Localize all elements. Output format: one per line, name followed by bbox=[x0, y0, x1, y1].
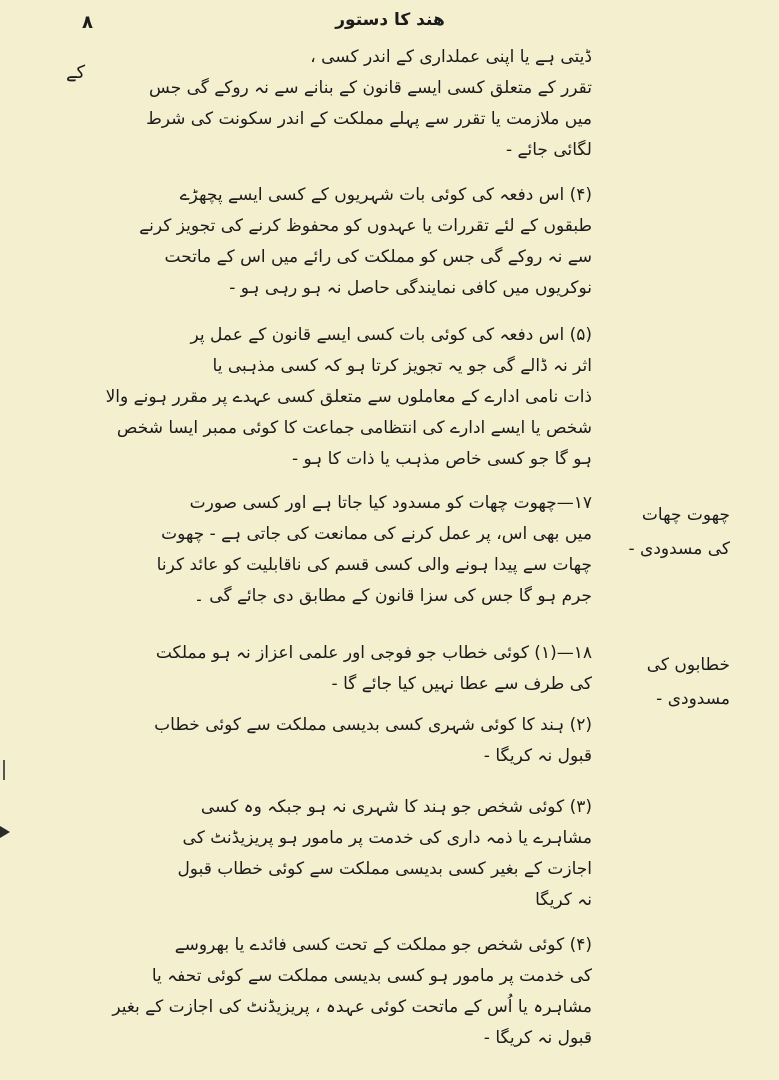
paragraph-continuation bbox=[92, 42, 592, 166]
text-line: (۴) کوئی شخص جو مملکت کے تحت کسی فائدے یا بھروسے bbox=[174, 935, 592, 955]
side-note-line: کی مسدودی - bbox=[628, 539, 730, 559]
text-line: میں ملازمت یا تقرر سے پہلے مملکت کے اندر سکونت کی شرط bbox=[146, 109, 592, 129]
side-note-line: خطابوں کی bbox=[646, 655, 730, 675]
text-line: (۴) اس دفعہ کی کوئی بات شہریوں کے کسی ایسے پچھڑے bbox=[179, 185, 592, 205]
text-line: ۱۷—چھوت چھات کو مسدود کیا جاتا ہے اور کسی صورت bbox=[189, 493, 592, 513]
text-line: قبول نہ کریگا - bbox=[483, 1028, 592, 1048]
text-line: طبقوں کے لئے تقررات یا عہدوں کو محفوظ کرنے کی تجویز کرنے bbox=[139, 216, 592, 236]
text-line: میں بھی اس، پر عمل کرنے کی ممانعت کی جاتی ہے - چھوت bbox=[161, 524, 592, 544]
text-line: ہو گا جو کسی خاص مذہب یا ذات کا ہو - bbox=[291, 449, 592, 469]
side-note-titles bbox=[600, 648, 730, 716]
text-line: اجازت کے بغیر کسی بدیسی مملکت سے کوئی خطاب قبول bbox=[177, 859, 592, 879]
text-line: چھات سے پیدا ہونے والی کسی قسم کی ناقابلیت کو عائد کرنا bbox=[156, 555, 592, 575]
article-18-2 bbox=[92, 710, 592, 772]
article-18-1 bbox=[92, 638, 592, 700]
text-line: ذات نامی ادارے کے معاملوں سے متعلق کسی عہدے پر مقرر ہونے والا bbox=[105, 387, 592, 407]
stray-mark: کے bbox=[66, 62, 86, 83]
side-note-line: مسدودی - bbox=[656, 689, 730, 709]
page-number: ٨ bbox=[82, 12, 93, 33]
text-line: مشاہرہ یا اُس کے ماتحت کوئی عہدہ ، پریزیڈنٹ کی اجازت کے بغیر bbox=[112, 997, 592, 1017]
text-line: قبول نہ کریگا - bbox=[483, 746, 592, 766]
text-line: شخص یا ایسے ادارے کی انتظامی جماعت کا کوئی ممبر ایسا شخص bbox=[116, 418, 592, 438]
clause-15-4 bbox=[92, 180, 592, 304]
article-18-3 bbox=[92, 792, 592, 916]
article-18-4 bbox=[92, 930, 592, 1054]
text-line: ڈیتی ہے یا اپنی عملداری کے اندر کسی ، bbox=[310, 47, 592, 67]
clause-15-5 bbox=[92, 320, 592, 475]
side-note-untouchability bbox=[600, 498, 730, 566]
text-line: نوکریوں میں کافی نمایندگی حاصل نہ ہو رہی ہو - bbox=[229, 278, 592, 298]
text-line: کی خدمت پر مامور ہو کسی بدیسی مملکت سے کوئی تحفہ یا bbox=[151, 966, 592, 986]
article-17 bbox=[92, 488, 592, 612]
text-line: اثر نہ ڈالے گی جو یہ تجویز کرتا ہو کہ کسی مذہبی یا bbox=[212, 356, 592, 376]
text-line: (۲) ہند کا کوئی شہری کسی بدیسی مملکت سے کوئی خطاب bbox=[154, 715, 592, 735]
text-line: کی طرف سے عطا نہیں کیا جائے گا - bbox=[331, 674, 592, 694]
binding-tick-mark bbox=[0, 826, 10, 838]
scan-edge-mark bbox=[3, 760, 5, 780]
text-line: (۳) کوئی شخص جو ہند کا شہری نہ ہو جبکہ وہ کسی bbox=[200, 797, 592, 817]
text-line: سے نہ روکے گی جس کو مملکت کی رائے میں اس کے ماتحت bbox=[164, 247, 592, 267]
text-line: تقرر کے متعلق کسی ایسے قانون کے بنانے سے نہ روکے گی جس bbox=[149, 78, 592, 98]
text-line: لگائی جائے - bbox=[506, 140, 592, 160]
text-line: مشاہرے یا ذمہ داری کی خدمت پر مامور ہو پریزیڈنٹ کی bbox=[182, 828, 592, 848]
text-line: ۱۸—(۱) کوئی خطاب جو فوجی اور علمی اعزاز نہ ہو مملکت bbox=[155, 643, 592, 663]
text-line: جرم ہو گا جس کی سزا قانون کے مطابق دی جائے گی ۔ bbox=[193, 586, 592, 606]
text-line: نہ کریگا bbox=[535, 890, 592, 910]
side-note-line: چھوت چھات bbox=[641, 505, 730, 525]
text-line: (۵) اس دفعہ کی کوئی بات کسی ایسے قانون کے عمل پر bbox=[190, 325, 592, 345]
running-title: هند کا دستور bbox=[335, 10, 445, 30]
